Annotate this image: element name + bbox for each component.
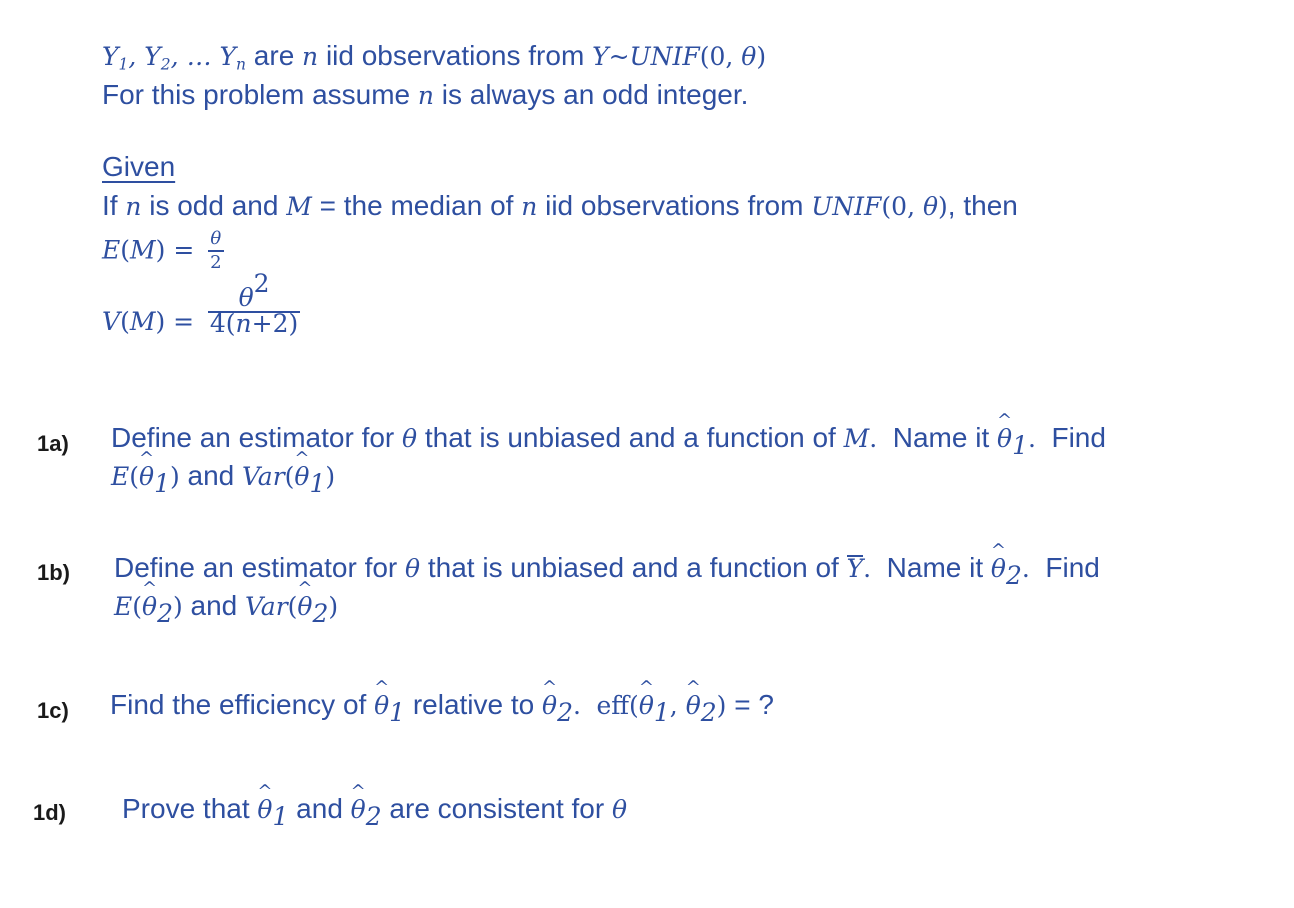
question-1d-line: Prove that ^ $\theta_1$ and ^ $\theta_2$ are consistent for θ xyxy=(122,795,627,823)
setup-line-2: For this problem assume n is always an odd integer. xyxy=(102,79,749,110)
question-label: 1b) xyxy=(37,560,70,585)
question-1b-line-1: Define an estimator for θ that is unbiased and a function of Y. Name it ^ $\theta_2$. Find xyxy=(114,554,1100,582)
setup-iid-rest: iid observations from xyxy=(325,40,585,71)
question-1c-line: Find the efficiency of ^ $\theta_1$ relative to ^ $\theta_2$. eff(^ $\theta_1$, ^ $\theta_2$) = ? xyxy=(110,691,774,719)
given-heading: Given xyxy=(102,151,176,182)
question-1a-line-1: Define an estimator for θ that is unbiased and a function of M. Name it ^ $\theta_1$. Find xyxy=(111,424,1106,452)
question-label: 1c) xyxy=(37,698,69,723)
question-1a-line-2: E(^ $\theta_1$) and Var(^ $\theta_1$) xyxy=(111,462,335,490)
assume-suffix: is always an odd integer. xyxy=(441,79,749,110)
question-label: 1d) xyxy=(33,800,66,825)
fraction: $\frac{\theta^2}{4(n+2)}$ xyxy=(209,269,299,338)
given-statement: If n is odd and M = the median of n iid observations from UNIF(0, θ), then xyxy=(102,190,1018,221)
setup-are: are xyxy=(253,40,295,71)
question-label: 1a) xyxy=(37,431,69,456)
expected-value-formula: E(M) = $\frac{\theta}{2}$ xyxy=(102,228,222,273)
variance-formula: V(M) = $\frac{\theta^2}{4(n+2)}$ xyxy=(102,269,299,338)
fraction: $\frac{\theta}{2}$ xyxy=(210,228,222,273)
assume-prefix: For this problem assume xyxy=(102,79,411,110)
setup-line-1: $Y_1$, $Y_2$, … $Y_n$ are n iid observations from Y~UNIF(0, θ) xyxy=(102,40,767,74)
question-1b-line-2: E(^ $\theta_2$) and Var(^ $\theta_2$) xyxy=(114,592,338,620)
